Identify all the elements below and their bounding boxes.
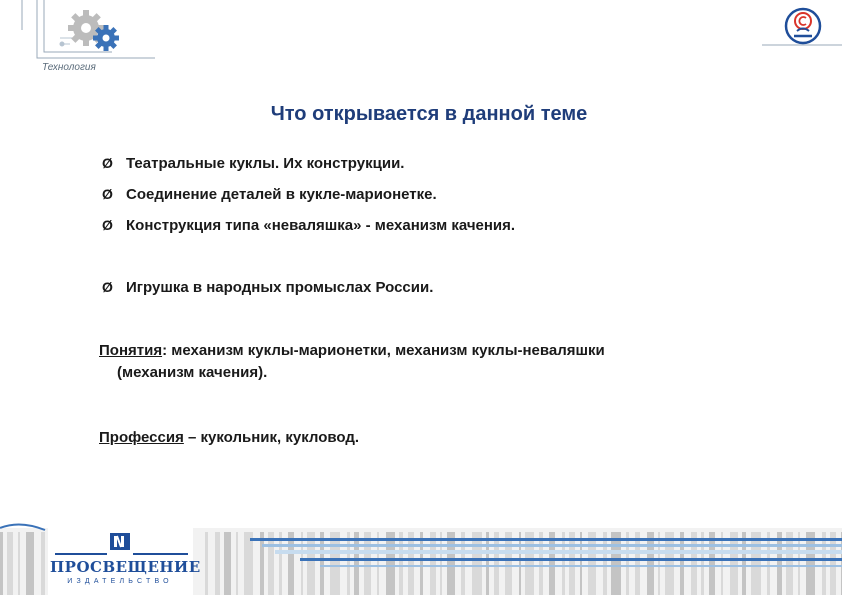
- footer-stripe: [742, 532, 746, 595]
- footer-stripe: [224, 532, 231, 595]
- footer-stripe: [320, 532, 324, 595]
- footer-stripe: [260, 532, 264, 595]
- list-item: [102, 155, 404, 172]
- footer-stripe: [420, 532, 423, 595]
- footer-stripe: [830, 532, 836, 595]
- list-item: [102, 279, 433, 296]
- footer-stripe: [569, 532, 575, 595]
- footer-stripe: [767, 532, 770, 595]
- footer-stripe: [603, 532, 607, 595]
- footer-stripe: [472, 532, 482, 595]
- footer-stripe: [279, 532, 282, 595]
- footer-stripe: [786, 532, 793, 595]
- footer-stripe: [430, 532, 436, 595]
- footer-stripe: [7, 532, 13, 595]
- publisher-subtitle: ИЗДАТЕЛЬСТВО: [67, 578, 173, 585]
- footer-stripe: [505, 532, 512, 595]
- footer-stripe: [347, 532, 350, 595]
- footer-stripe: [525, 532, 534, 595]
- footer-stripe: [549, 532, 555, 595]
- footer-stripe: [626, 532, 629, 595]
- footer-stripe: [486, 532, 489, 595]
- profession-text: – кукольник, кукловод.: [183, 429, 360, 446]
- list-item-text: Игрушка в народных промыслах России.: [126, 279, 434, 296]
- publisher-name: ПРОСВЕЩЕНИЕ: [50, 558, 201, 576]
- footer-stripe: [236, 532, 238, 595]
- concepts-text: : механизм куклы-марионетки, механизм куклы-неваляшки: [162, 342, 605, 359]
- concepts-label: Понятия: [99, 342, 163, 359]
- footer-stripe: [635, 532, 640, 595]
- footer-stripe: [647, 532, 654, 595]
- page-title: Что открывается в данной теме: [270, 103, 588, 125]
- footer-stripe: [377, 532, 379, 595]
- footer-stripe: [307, 532, 315, 595]
- concepts-paragraph: [99, 340, 605, 384]
- bullet-arrow-icon: Ø: [102, 155, 113, 171]
- concepts-line-2: (механизм качения).: [117, 364, 268, 381]
- footer-stripe: [354, 532, 359, 595]
- profession-paragraph: [99, 427, 359, 449]
- footer-stripe: [301, 532, 303, 595]
- subject-label: Технология: [42, 62, 96, 73]
- footer-stripe: [562, 532, 565, 595]
- list-item-text: Конструкция типа «неваляшка» - механизм качения.: [126, 217, 516, 234]
- footer-stripe: [519, 532, 521, 595]
- publisher-book-icon: [110, 533, 130, 550]
- footer-stripe: [691, 532, 697, 595]
- gears-icon: [68, 10, 119, 51]
- footer-stripe: [588, 532, 596, 595]
- footer-stripe: [0, 532, 3, 595]
- footer-stripe: [18, 532, 20, 595]
- footer-stripe: [730, 532, 738, 595]
- footer-stripe: [26, 532, 34, 595]
- footer-stripe: [288, 532, 294, 595]
- profession-label: Профессия: [99, 429, 184, 446]
- footer-stripe: [364, 532, 371, 595]
- bullet-arrow-icon: Ø: [102, 186, 113, 202]
- list-item-text: Соединение деталей в кукле-марионетке.: [126, 186, 437, 203]
- footer-stripe: [399, 532, 403, 595]
- footer-stripe: [701, 532, 704, 595]
- footer-stripe: [822, 532, 826, 595]
- footer-stripe: [539, 532, 543, 595]
- bullet-arrow-icon: Ø: [102, 279, 113, 295]
- list-item-text: Театральные куклы. Их конструкции.: [126, 155, 405, 172]
- footer-stripe: [680, 532, 684, 595]
- footer-stripe: [268, 532, 274, 595]
- publisher-emblem-icon: [783, 6, 823, 46]
- footer-stripe: [386, 532, 395, 595]
- footer-stripe: [440, 532, 442, 595]
- bullet-arrow-icon: Ø: [102, 217, 113, 233]
- footer-stripe: [461, 532, 465, 595]
- list-item: [102, 217, 515, 234]
- footer-stripe: [580, 532, 582, 595]
- footer-stripe: [330, 532, 340, 595]
- header-decoration: [0, 0, 842, 80]
- footer-stripe: [658, 532, 660, 595]
- footer-stripe: [447, 532, 455, 595]
- footer-stripe: [611, 532, 621, 595]
- footer-stripe: [777, 532, 782, 595]
- concepts-line-1: [99, 340, 605, 362]
- footer-stripe: [215, 532, 220, 595]
- footer-stripe: [494, 532, 499, 595]
- footer-stripe: [665, 532, 674, 595]
- footer-stripe: [806, 532, 815, 595]
- footer-stripe: [751, 532, 761, 595]
- footer-stripe: [244, 532, 253, 595]
- footer-stripe: [205, 532, 208, 595]
- footer-stripe: [41, 532, 45, 595]
- footer-stripe: [721, 532, 723, 595]
- footer-stripe: [798, 532, 800, 595]
- list-item: [102, 186, 437, 203]
- footer-stripe: [709, 532, 715, 595]
- footer-stripe: [408, 532, 414, 595]
